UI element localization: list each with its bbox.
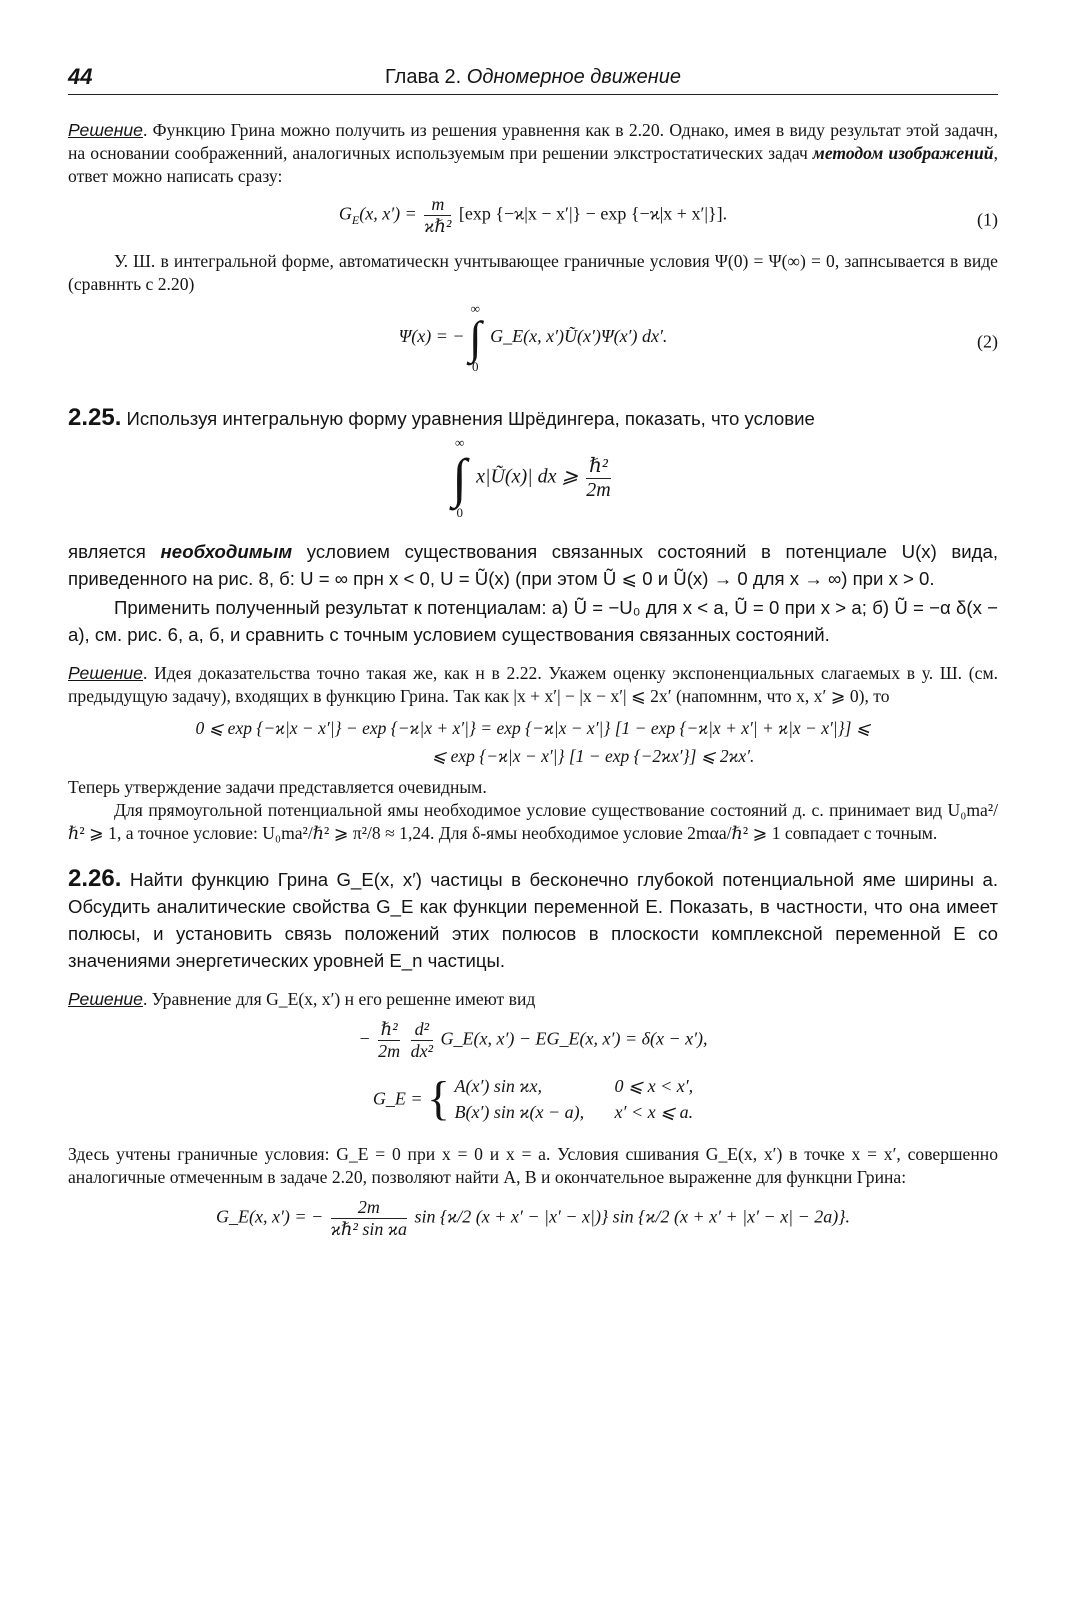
- method-of-images: методом изображений: [812, 143, 994, 163]
- problem-number: 2.25.: [68, 404, 122, 431]
- derivative-fraction: [411, 1019, 433, 1061]
- hbar-fraction: [378, 1019, 400, 1061]
- eq2-rhs: G_E(x, x′)Ũ(x′)Ψ(x′) dx′.: [490, 326, 668, 347]
- final-green-function: [68, 1197, 998, 1251]
- eq-minus: −: [358, 1028, 371, 1049]
- final-fraction: [331, 1197, 407, 1239]
- case-1-cond: 0 ⩽ x < x′,: [614, 1076, 694, 1096]
- green-equation: [68, 1019, 998, 1073]
- problem-2-25-text-b: является: [68, 541, 161, 562]
- f2-den: dx²: [410, 1040, 434, 1061]
- cond-upper-limit: ∞: [455, 435, 465, 450]
- f1-den: 2m: [378, 1040, 401, 1061]
- equation-2: [68, 302, 998, 382]
- solution-2-25-text-c: Для прямоугольной потенциальной ямы необходимое условие существование состояний д. с. принимает вид U₀ma²/ℏ² ⩾ 1, а точное условие: U₀ma²/ℏ² ⩾ π²/8 ≈ 1,24. Для δ-ямы необходимое условие 2mαa/ℏ² ⩾ 1 совпадает с точным.: [68, 800, 998, 843]
- cases-block: [455, 1073, 694, 1125]
- f2-num: d²: [414, 1019, 430, 1039]
- prev-solution-text-b: , ответ можно написать сразу:: [68, 143, 998, 186]
- case-2-cond: x′ < x ⩽ a.: [614, 1102, 694, 1122]
- eq1-num: m: [431, 194, 445, 214]
- eq-rest: G_E(x, x′) − EG_E(x, x′) = δ(x − x′),: [440, 1028, 708, 1049]
- prev-solution-intro: [68, 119, 998, 188]
- solution-lead: Решение: [68, 989, 143, 1009]
- cond-num: ℏ²: [589, 454, 608, 477]
- f1-num: ℏ²: [380, 1019, 398, 1039]
- chapter-label: Глава 2.: [384, 66, 467, 88]
- cond-fraction: [586, 455, 610, 502]
- problem-2-25-text-a: Используя интегральную форму уравнения Шрёдингера, показать, что условие: [121, 408, 815, 429]
- eq2-lhs: Ψ(x) = −: [398, 326, 465, 347]
- case-2-expr: B(x′) sin ϰ(x − a),: [454, 1102, 585, 1122]
- cond-body: x|Ũ(x)| dx ⩾: [476, 465, 579, 488]
- final-rhs: sin {ϰ/2 (x + x′ − |x′ − x|)} sin {ϰ/2 (x + x′ + |x′ − x| − 2a)}.: [414, 1206, 850, 1227]
- inequality-line-1: 0 ⩽ exp {−ϰ|x − x′|} − exp {−ϰ|x + x′|} = exp {−ϰ|x − x′|} [1 − exp {−ϰ|x + x′| + ϰ|x − x′|}] ⩽: [195, 718, 871, 738]
- cond-den: 2m: [586, 478, 611, 501]
- page-number: 44: [68, 64, 93, 89]
- case-2: [455, 1099, 694, 1125]
- problem-2-26: [68, 865, 998, 974]
- case-1: [455, 1073, 694, 1099]
- page: [68, 58, 998, 1251]
- final-den: ϰℏ² sin ϰa: [330, 1218, 407, 1239]
- green-cases: G_E = { A(x′) sin ϰx, 0 ⩽ x < x′, B(x′) sin ϰ(x − a), x′ < x ⩽ a.: [372, 1072, 694, 1125]
- problem-2-25-text-c: условием существования связанных состояний в потенциале U(x) вида, приведенного на рис. 8, б: U = ∞ прн x < 0, U = Ũ(x) (при этом Ũ ⩽ 0 и Ũ(x) → 0 для x → ∞) при x > 0.: [68, 541, 999, 589]
- solution-lead: Решение: [68, 120, 143, 140]
- solution-2-25-text-a: . Идея доказательства точно такая же, как н в 2.22. Укажем оценку экспоненциальных слагаемых в у. Ш. (см. предыдущую задачу), входящих в функцию Грина. Так как |x + x′| − |x − x′| ⩽ 2x′ (напомннм, что x, x′ ⩾ 0), то: [68, 663, 998, 706]
- problem-2-25: [68, 404, 998, 432]
- final-num: 2m: [357, 1197, 380, 1217]
- solution-lead: Решение: [68, 663, 143, 683]
- prev-solution-text-a: . Функцию Грина можно получить из решения уравнення как в 2.20. Однако, имея в виду результат этой задачн, на основании соображенний, аналогичных используемым при решении элкстростатических задач: [68, 120, 998, 163]
- running-title: [68, 66, 998, 89]
- cond-lower-limit: 0: [456, 505, 463, 520]
- solution-2-26-text-b: Здесь учтены граничные условия: G_E = 0 при x = 0 и x = a. Условия сшивания G_E(x, x′) в точке x = x′, совершенно аналогичные отмеченным в задаче 2.20, позволяют найти A, B и окончательное выраженне для функцни Грина:: [68, 1144, 998, 1187]
- eq1-args: (x, x′) =: [359, 203, 417, 224]
- page-header: [68, 58, 998, 95]
- cases-lhs: G_E =: [372, 1088, 423, 1109]
- eq1-den: ϰℏ²: [424, 215, 452, 236]
- eq1-sub: E: [351, 212, 360, 227]
- problem-2-26-text: Найти функцию Грина G_E(x, x′) частицы в бесконечно глубокой потенциальной яме ширины a. Обсудить аналитические свойства G_E как функции переменной E. Показать, в частности, что она имеет полюсы, и установить связь положений этих полюсов в плоскости комплексной переменной E со значениями энергетических уровней E_n частицы.: [68, 869, 998, 971]
- inequality-line-2: ⩽ exp {−ϰ|x − x′|} [1 − exp {−2ϰx′}] ⩽ 2ϰx′.: [431, 746, 755, 766]
- eq1-number: (1): [977, 209, 998, 230]
- problem-2-25-body: [68, 538, 998, 592]
- eq2-upper-limit: ∞: [470, 301, 480, 316]
- integral-sign: ∞ ∫ 0: [469, 301, 482, 374]
- equation-1: [68, 194, 998, 246]
- eq1-fraction: [424, 194, 451, 236]
- inequality-chain: [68, 714, 998, 770]
- solution-2-26: [68, 988, 998, 1011]
- solution-2-26-text-a: . Уравнение для G_E(x, x′) н его решенне имеют вид: [142, 989, 536, 1009]
- eq2-lower-limit: 0: [472, 359, 479, 374]
- chapter-title: Одномерное движение: [466, 66, 682, 88]
- condition-integral: [68, 436, 998, 532]
- condition-integral-sign: ∞ ∫ 0: [452, 435, 468, 520]
- solution-2-25-text-b: Теперь утверждение задачи представляется очевидным.: [68, 777, 487, 797]
- eq1-lhs: G: [338, 203, 352, 224]
- final-lhs: G_E(x, x′) = −: [216, 1206, 324, 1227]
- problem-number: 2.26.: [68, 865, 122, 892]
- problem-2-25-text-d: Применить полученный результат к потенциалам: а) Ũ = −U₀ для x < a, Ũ = 0 при x > a; б) Ũ = −α δ(x − a), см. рис. 6, а, б, и сравнить с точным условием существования связанных состояний.: [68, 597, 998, 645]
- eq1-rhs: [exp {−ϰ|x − x′|} − exp {−ϰ|x + x′|}].: [458, 203, 728, 224]
- solution-2-25: [68, 662, 998, 708]
- necessary-term: необходимым: [160, 541, 293, 562]
- eq2-number: (2): [977, 331, 998, 352]
- prev-solution-text-c: У. Ш. в интегральной форме, автоматическн учнтывающее граничные условия Ψ(0) = Ψ(∞) = 0, запнсывается в виде (сравннть с 2.20): [68, 251, 998, 294]
- case-1-expr: A(x′) sin ϰx,: [454, 1076, 543, 1096]
